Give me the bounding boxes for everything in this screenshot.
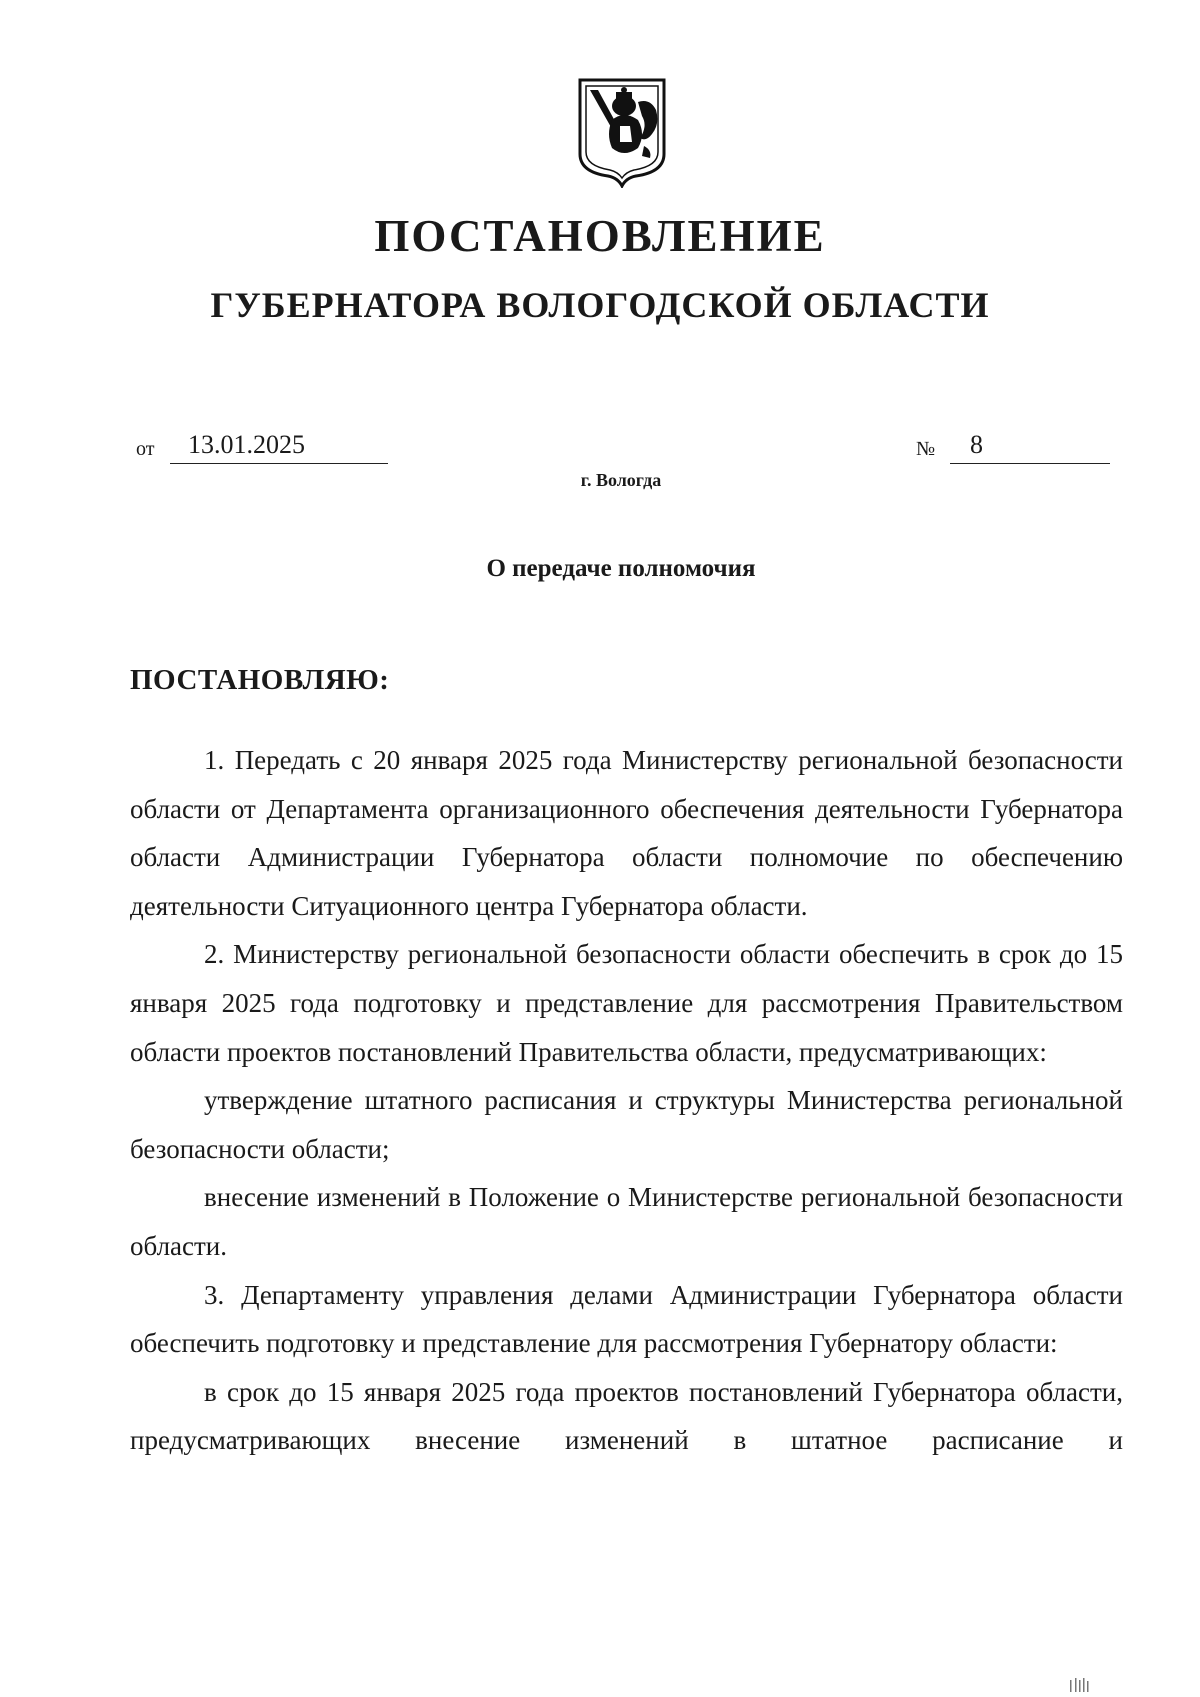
document-title: ПОСТАНОВЛЕНИЕ <box>374 211 826 261</box>
date-line <box>136 430 305 461</box>
paragraph: 1. Передать с 20 января 2025 года Министерству региональной безопасности области от Департамента организационного обеспечения деятельности Губернатора области Администрации Губернатора области полномочие по обеспечению деятельности Ситуационного центра Губернатора области. <box>130 745 1123 921</box>
date-label: от <box>136 438 155 460</box>
paragraph: внесение изменений в Положение о Министерстве региональной безопасности области. <box>130 1182 1123 1261</box>
decree-word: ПОСТАНОВЛЯЮ: <box>130 664 390 696</box>
document-body <box>130 736 1123 1465</box>
document-subject: О передаче полномочия <box>486 555 756 582</box>
document-subtitle: ГУБЕРНАТОРА ВОЛОГОДСКОЙ ОБЛАСТИ <box>210 285 990 325</box>
coat-of-arms-emblem <box>576 76 668 188</box>
number-line <box>916 430 983 461</box>
city: г. Вологда <box>580 470 662 490</box>
paragraph: в срок до 15 января 2025 года проектов постановлений Губернатора области, предусматривающих внесение изменений в штатное расписание и <box>130 1376 1123 1456</box>
number-label: № <box>916 438 936 460</box>
scan-artifact-marks <box>1068 1678 1108 1692</box>
paragraph: утверждение штатного расписания и структуры Министерства региональной безопасности области; <box>130 1085 1123 1164</box>
date-value: 13.01.2025 <box>170 428 388 464</box>
paragraph: 3. Департаменту управления делами Администрации Губернатора области обеспечить подготовку и представление для рассмотрения Губернатору области: <box>130 1279 1123 1359</box>
paragraph: 2. Министерству региональной безопасности области обеспечить в срок до 15 января 2025 года подготовку и представление для рассмотрения Правительством области проектов постановлений Правительства области, предусматривающих: <box>130 939 1123 1067</box>
number-value: 8 <box>950 428 1110 464</box>
